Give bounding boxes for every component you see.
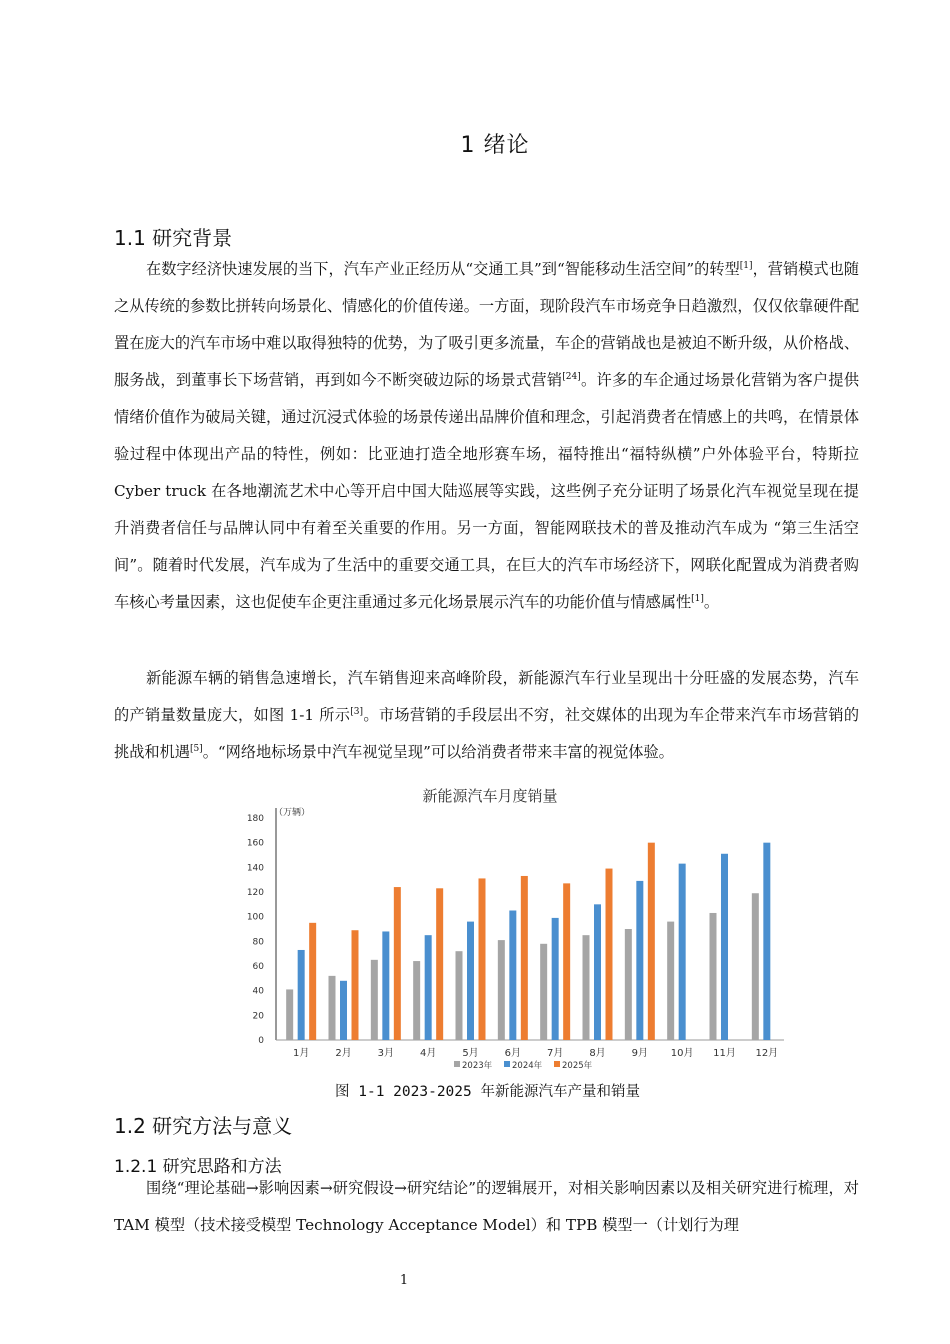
legend-swatch	[554, 1061, 560, 1067]
bar-2024年	[509, 911, 516, 1041]
bar-2024年	[298, 950, 305, 1040]
bar-2023年	[329, 976, 336, 1040]
paragraph-text: ，营销模式也随之从传统的参数比拼转向场景化、情感化的价值传递。一方面，现阶段汽车市场竞争日趋激烈，仅仅依靠硬件配置在庞大的汽车市场中难以取得独特的优势，为了吸引更多流量，车企的营销战也是被迫不断升级，从价格战、服务战，到董事长下场营销，再到如今不断突破边际的场景式营销	[114, 260, 859, 389]
bar-2025年	[436, 888, 443, 1040]
x-tick-label: 8月	[589, 1048, 606, 1059]
section-title-background: 1.1 研究背景	[114, 226, 233, 250]
paragraph-text: 在数字经济快速发展的当下，汽车产业正经历从“交通工具”到“智能移动生活空间”的转型	[146, 260, 740, 278]
x-tick-label: 11月	[713, 1048, 736, 1059]
paragraph-market	[114, 660, 859, 771]
bar-2024年	[721, 854, 728, 1040]
bar-2025年	[352, 930, 359, 1040]
legend-label: 2024年	[512, 1061, 543, 1071]
bar-2024年	[382, 931, 389, 1040]
paragraph-text: 。	[703, 593, 720, 611]
bar-2023年	[498, 940, 505, 1040]
bar-2025年	[309, 923, 316, 1040]
bar-2023年	[752, 893, 759, 1040]
legend-label: 2025年	[562, 1061, 593, 1071]
subsection-title-approach: 1.2.1 研究思路和方法	[114, 1157, 282, 1177]
x-tick-label: 12月	[755, 1048, 779, 1059]
citation-ref: [5]	[189, 743, 203, 754]
citation-ref: [1]	[739, 260, 753, 271]
paragraph-approach	[114, 1170, 859, 1244]
y-tick-label: 160	[246, 838, 264, 849]
y-tick-label: 100	[246, 912, 264, 923]
paragraph-text: 。市场营销的手段层出不穷，社交媒体的出现为车企带来汽车市场营销的挑战和机遇	[114, 706, 859, 761]
y-tick-label: 0	[258, 1036, 264, 1046]
x-tick-label: 2月	[335, 1048, 352, 1059]
paragraph-text: 新能源车辆的销售急速增长，汽车销售迎来高峰阶段，新能源汽车行业呈现出十分旺盛的发展态势，汽车的产销量数量庞大，如图 1-1 所示	[114, 669, 859, 724]
bar-2024年	[552, 918, 559, 1040]
section-title-methods: 1.2 研究方法与意义	[114, 1114, 293, 1138]
bar-2023年	[540, 944, 547, 1040]
paragraph-text: 围绕“理论基础→影响因素→研究假设→研究结论”的逻辑展开，对相关影响因素以及相关研究进行梳理，对 TAM 模型（技术接受模型 Technology Acceptance Model）和 TPB 模型一（计划行为理	[114, 1179, 859, 1234]
bar-2025年	[563, 883, 570, 1040]
citation-ref: [1]	[691, 593, 704, 604]
citation-ref: [24]	[562, 371, 581, 382]
page-number: 1	[399, 1273, 409, 1288]
figure-caption: 图 1-1 2023-2025 年新能源汽车产量和销量	[335, 1084, 640, 1100]
chart-title: 新能源汽车月度销量	[422, 787, 558, 805]
bar-2024年	[636, 881, 643, 1040]
x-tick-label: 6月	[504, 1048, 522, 1059]
bar-2024年	[594, 904, 601, 1040]
bar-2023年	[456, 951, 463, 1040]
y-tick-label: 120	[246, 888, 264, 898]
bar-2024年	[467, 922, 474, 1040]
bar-2025年	[479, 878, 486, 1040]
y-tick-label: 20	[252, 1011, 264, 1022]
bar-2024年	[425, 935, 432, 1040]
citation-ref: [3]	[350, 706, 363, 717]
paragraph-text: 。许多的车企通过场景化营销为客户提供情绪价值作为破局关键，通过沉浸式体验的场景传递出品牌价值和理念，引起消费者在情感上的共鸣，在情景体验过程中体现出产品的特性，例如：比亚迪打造全地形赛车场，福特推出“福特纵横”户外体验平台，特斯拉 Cyber truck 在各地潮流艺术中心等开启中国大陆巡展等实践，这些例子充分证明了场景化汽车视觉呈现在提升消费者信任与品牌认同中有着至关重要的作用。另一方面，智能网联技术的普及推动汽车成为 “第三生活空间”。随着时代发展，汽车成为了生活中的重要交通工具，在巨大的汽车市场经济下，网联化配置成为消费者购车核心考量因素，这也促使车企更注重通过多元化场景展示汽车的功能价值与情感属性	[114, 371, 860, 611]
y-axis-unit: （万辆）	[274, 808, 311, 818]
chapter-title: 1 绪论	[460, 133, 530, 158]
x-tick-label: 7月	[546, 1048, 564, 1059]
bar-2023年	[286, 989, 293, 1040]
bar-2024年	[679, 864, 686, 1040]
bar-2023年	[625, 929, 632, 1040]
x-tick-label: 1月	[292, 1048, 310, 1059]
bar-2025年	[521, 876, 528, 1040]
paragraph-text: 。“网络地标场景中汽车视觉呈现”可以给消费者带来丰富的视觉体验。	[202, 743, 674, 761]
legend-swatch	[454, 1061, 460, 1067]
legend-swatch	[504, 1061, 510, 1067]
sales-chart	[232, 778, 792, 1078]
paragraph-background	[114, 251, 859, 621]
bar-2023年	[667, 922, 674, 1040]
bar-2025年	[394, 887, 401, 1040]
bar-2025年	[606, 869, 613, 1040]
chart-svg	[232, 778, 792, 1078]
bar-2023年	[710, 913, 717, 1040]
y-tick-label: 40	[252, 986, 264, 997]
bar-2023年	[583, 935, 590, 1040]
y-tick-label: 60	[252, 962, 264, 972]
bar-2024年	[763, 843, 770, 1040]
x-tick-label: 10月	[670, 1048, 694, 1059]
y-tick-label: 80	[252, 937, 264, 948]
bar-2023年	[413, 961, 420, 1040]
x-tick-label: 9月	[631, 1048, 649, 1059]
x-tick-label: 4月	[419, 1048, 437, 1059]
y-tick-label: 140	[246, 863, 264, 874]
x-tick-label: 5月	[462, 1048, 479, 1059]
bar-2025年	[648, 843, 655, 1040]
bar-2024年	[340, 981, 347, 1040]
x-tick-label: 3月	[377, 1048, 395, 1059]
bar-2023年	[371, 960, 378, 1040]
y-tick-label: 180	[246, 814, 264, 824]
legend-label: 2023年	[462, 1061, 493, 1071]
